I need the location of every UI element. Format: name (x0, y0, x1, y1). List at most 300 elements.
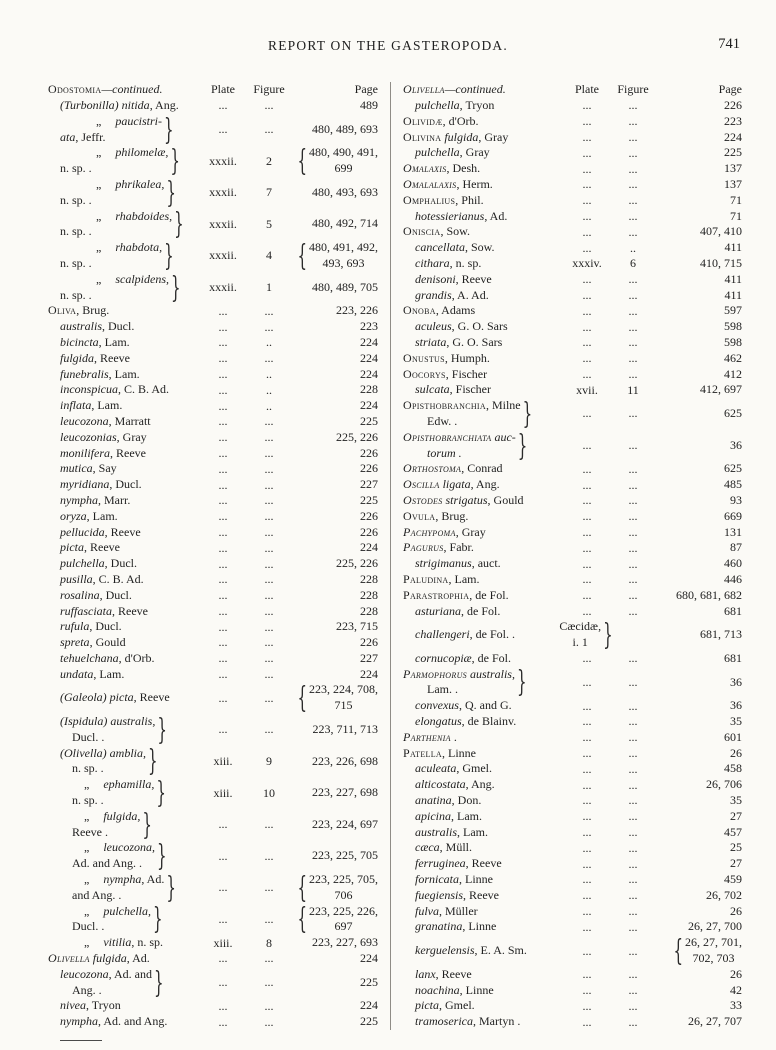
name-line (403, 161, 480, 177)
page-cell (654, 288, 742, 304)
name-segment: Paludina (403, 571, 449, 586)
name-cell (48, 351, 198, 367)
name-segment: , d'Orb. (442, 113, 479, 128)
name-cell (48, 430, 198, 446)
name-cell (48, 382, 198, 398)
index-row (403, 130, 742, 146)
name-cell (48, 951, 198, 967)
plate-cell: xiii. (213, 935, 233, 950)
index-row (403, 856, 742, 872)
figure-cell: ... (264, 414, 274, 429)
figure-cell: ... (264, 619, 274, 634)
figure-cell: ... (628, 746, 638, 761)
page-cell (654, 777, 742, 793)
page-line: 26, 27, 701, (685, 935, 742, 950)
page-line: 224 (360, 998, 378, 1013)
page-cell (654, 556, 742, 572)
name-cell (403, 114, 562, 130)
page-line: 459 (724, 872, 742, 887)
name-segment: challengeri (415, 627, 470, 642)
page-line: 681 (724, 650, 742, 665)
name-line (403, 114, 478, 130)
page-lines (309, 145, 378, 177)
page-cell (654, 998, 742, 1014)
name-cell (403, 382, 562, 398)
name-segment: Olividæ (403, 113, 443, 128)
name-cell (403, 888, 562, 904)
page-line: 27 (730, 808, 742, 823)
page-cell (290, 477, 378, 493)
plate-cell: ... (218, 461, 228, 476)
name-segment: fulva (415, 903, 439, 918)
page-cell (654, 509, 742, 525)
plate-cell: ... (218, 619, 228, 634)
page-line: 226 (360, 508, 378, 523)
brace-glyph: { (297, 144, 307, 179)
page-line: 87 (730, 540, 742, 555)
page-lines (360, 509, 378, 525)
name-segment: cancellata (415, 240, 465, 255)
figure-cell: ... (264, 540, 274, 555)
name-lines (403, 193, 484, 209)
plate-cell: ... (218, 524, 228, 539)
page-cell (290, 935, 378, 951)
plate-cell: ... (582, 793, 592, 808)
page-cell (290, 414, 378, 430)
name-cell (403, 145, 562, 161)
index-row (48, 714, 378, 746)
name-segment: , Linne (459, 872, 493, 887)
figure-cell: ... (264, 98, 274, 113)
name-lines (48, 904, 151, 936)
name-segment: hotessierianus (415, 208, 485, 223)
plate-cell: ... (582, 461, 592, 476)
page-lines (724, 825, 742, 841)
name-lines (403, 730, 457, 746)
name-segment: , Gmel. (439, 998, 475, 1013)
name-line (403, 872, 493, 888)
name-segment: , de Fol. (461, 603, 501, 618)
page-cell (290, 122, 378, 138)
plate-cell: ... (582, 840, 592, 855)
index-row (48, 430, 378, 446)
name-line (48, 604, 148, 620)
name-segment: kerguelensis (415, 943, 475, 958)
page-lines (724, 303, 742, 319)
name-segment: , de Fol. . (469, 627, 515, 642)
name-segment: (Olivella) amblia, (60, 745, 146, 760)
name-segment: , Ad. (126, 951, 150, 966)
name-cell (48, 935, 198, 951)
name-segment: , Ducl. (109, 477, 142, 492)
brace-glyph: } (517, 428, 528, 463)
name-segment: , Lam. (451, 808, 482, 823)
name-segment: , Q. and G. (458, 698, 512, 713)
figure-cell: ... (628, 904, 638, 919)
page-lines (730, 746, 742, 762)
name-segment: , Sow. (440, 224, 470, 239)
name-line (48, 856, 155, 872)
page-cell (654, 935, 742, 967)
page-lines (700, 224, 742, 240)
name-segment: , Lam. (86, 508, 118, 523)
name-segment: scalpidens, (115, 271, 169, 286)
name-segment: „ (96, 271, 102, 286)
figure-cell: .. (266, 335, 272, 350)
page-lines (724, 604, 742, 620)
page-cell (654, 209, 742, 225)
page-lines (724, 572, 742, 588)
name-line (403, 714, 516, 730)
name-line (48, 461, 117, 477)
name-line (48, 998, 121, 1014)
name-cell (403, 714, 562, 730)
index-row (48, 414, 378, 430)
figure-cell: ... (264, 509, 274, 524)
index-row (48, 98, 378, 114)
index-row (403, 698, 742, 714)
name-line (48, 919, 151, 935)
name-line (48, 714, 155, 730)
name-segment: , Ang. (149, 98, 179, 112)
name-line (403, 627, 515, 643)
page-cell (290, 351, 378, 367)
name-line (403, 793, 481, 809)
plate-cell: ... (218, 477, 228, 492)
page-cell (290, 951, 378, 967)
page-line: 715 (334, 698, 353, 713)
name-segment: granatina (415, 919, 463, 934)
page-line: 228 (360, 382, 378, 397)
name-lines (48, 872, 164, 904)
index-row (48, 272, 378, 304)
name-cell (403, 177, 562, 193)
name-cell (48, 635, 198, 651)
page-lines (360, 446, 378, 462)
figure-cell: ... (628, 145, 638, 160)
plate-cell (559, 617, 613, 653)
page-lines (730, 209, 742, 225)
name-line (48, 177, 164, 193)
page-lines (312, 785, 378, 801)
page-lines (730, 714, 742, 730)
name-segment: , Gray (459, 145, 490, 160)
name-segment: „ (84, 903, 90, 918)
index-row (48, 525, 378, 541)
name-lines (48, 430, 147, 446)
plate-cell: ... (218, 651, 228, 666)
page-lines (685, 935, 742, 967)
name-segment: , A. Ad. (451, 287, 489, 302)
page-cell (290, 303, 378, 319)
name-segment: australis (60, 319, 103, 334)
name-line (48, 983, 152, 999)
page-lines (724, 461, 742, 477)
page-lines (730, 809, 742, 825)
index-row (403, 382, 742, 398)
name-cell (403, 667, 562, 699)
page-cell (654, 240, 742, 256)
page-line: 480, 489, 705 (312, 279, 378, 294)
name-cell (403, 967, 562, 983)
plate-cell: xvii. (576, 382, 598, 397)
figure-cell: 9 (266, 753, 272, 768)
name-segment: , Say (92, 461, 117, 476)
name-cell (403, 904, 562, 920)
name-lines (403, 288, 489, 304)
name-segment: Ostodes (403, 492, 443, 507)
page-cell (654, 675, 742, 691)
plate-cell: xxxiv. (572, 256, 602, 271)
name-segment: fulgida, (103, 808, 141, 823)
page-line: 223 (724, 113, 742, 128)
name-segment: , d'Orb. (118, 650, 155, 665)
name-segment: , de Fol. (471, 650, 512, 665)
plate-cell: ... (582, 240, 592, 255)
page-cell (654, 714, 742, 730)
name-line (403, 809, 482, 825)
index-row (48, 588, 378, 604)
figure-cell: ... (264, 911, 274, 926)
name-segment: pulchella (415, 98, 460, 112)
name-cell (48, 114, 198, 146)
name-cell (48, 967, 198, 999)
name-line (403, 540, 474, 556)
page-line: 224 (360, 951, 378, 966)
index-row (48, 461, 378, 477)
name-line (403, 461, 503, 477)
name-line (48, 825, 140, 841)
name-segment: picta (415, 998, 439, 1013)
name-segment: , Lam. (108, 366, 140, 381)
name-segment: mutica (60, 461, 93, 476)
figure-cell: ... (628, 540, 638, 555)
brace-glyph: } (171, 270, 181, 305)
name-lines (48, 540, 120, 556)
name-lines (48, 98, 179, 114)
page-lines (724, 525, 742, 541)
page-line: 223, 225, 226, (309, 903, 378, 918)
figure-cell: ... (264, 556, 274, 571)
figure-cell: ... (628, 603, 638, 618)
index-row (403, 493, 742, 509)
index-row (403, 904, 742, 920)
name-segment: asturiana (415, 603, 462, 618)
page-line: 493, 693 (322, 255, 365, 270)
page-line: 224 (360, 334, 378, 349)
page-lines (730, 840, 742, 856)
figure-cell: 5 (266, 216, 272, 231)
page-lines (700, 627, 742, 643)
name-line (403, 651, 511, 667)
name-segment: rosalina (60, 587, 100, 602)
plate-cell: ... (582, 777, 592, 792)
name-segment: „ (84, 840, 90, 855)
name-segment: , Lam. (98, 334, 130, 349)
plate-cell: ... (218, 998, 228, 1013)
name-segment: Pagurus (403, 540, 444, 555)
page-lines (724, 272, 742, 288)
index-row (403, 193, 742, 209)
name-segment: , Marr. (98, 492, 131, 507)
name-segment: Opisthobranchiata (403, 429, 492, 444)
name-segment: australis (415, 824, 458, 839)
page-line: 131 (724, 524, 742, 539)
page-cell (290, 975, 378, 991)
page-column-label: Page (354, 82, 378, 96)
page-cell (290, 619, 378, 635)
plate-cell: ... (582, 509, 592, 524)
page-cell (654, 746, 742, 762)
name-lines (403, 540, 474, 556)
name-line (403, 604, 500, 620)
name-cell (48, 540, 198, 556)
name-cell (48, 414, 198, 430)
plate-cell: ... (218, 98, 228, 113)
name-segment: inconspicua (60, 382, 118, 397)
name-cell (48, 509, 198, 525)
page-lines (312, 280, 378, 296)
plate-cell: ... (582, 366, 592, 381)
name-lines (403, 209, 507, 225)
index-row (403, 477, 742, 493)
page-cell (290, 588, 378, 604)
name-line (403, 493, 524, 509)
name-line (48, 446, 146, 462)
name-lines (403, 382, 491, 398)
brace-glyph: } (152, 902, 163, 937)
index-row (403, 667, 742, 699)
page-lines (360, 461, 378, 477)
name-segment: , Brug. (435, 508, 469, 523)
name-segment: , Müll. (439, 840, 472, 855)
index-row (403, 319, 742, 335)
page-line: 36 (730, 674, 742, 689)
index-row (403, 224, 742, 240)
name-cell (48, 572, 198, 588)
name-line (403, 943, 527, 959)
name-line (48, 967, 152, 983)
figure-cell: .. (266, 366, 272, 381)
index-row (403, 967, 742, 983)
page-line: 223, 225, 705 (312, 848, 378, 863)
page-lines (360, 351, 378, 367)
page-line: 228 (360, 587, 378, 602)
name-lines (403, 872, 493, 888)
name-segment: , Ducl. (102, 319, 135, 334)
name-cell (48, 240, 198, 272)
name-lines (48, 556, 137, 572)
page-lines (730, 438, 742, 454)
name-segment: , Don. (451, 793, 482, 808)
index-row (403, 619, 742, 651)
page-cell (654, 919, 742, 935)
plate-cell: ... (218, 509, 228, 524)
page-cell (654, 367, 742, 383)
name-segment: funebralis (60, 366, 109, 381)
name-lines (403, 627, 515, 643)
name-line (403, 983, 494, 999)
name-segment: Olivina (403, 129, 442, 144)
page-lines (360, 335, 378, 351)
plate-cell: ... (218, 540, 228, 555)
page-cell (290, 540, 378, 556)
name-cell (403, 130, 562, 146)
index-row (403, 461, 742, 477)
page-lines (724, 730, 742, 746)
name-lines (403, 145, 490, 161)
index-row (48, 572, 378, 588)
figure-cell: ... (628, 698, 638, 713)
name-lines (403, 556, 501, 572)
name-line (48, 161, 168, 177)
figure-cell: ... (628, 351, 638, 366)
index-row (48, 619, 378, 635)
name-cell (403, 1014, 562, 1030)
name-line (403, 888, 499, 904)
page-line: 411 (724, 271, 742, 286)
figure-cell: ... (628, 674, 638, 689)
name-cell (403, 540, 562, 556)
plate-cell: ... (582, 856, 592, 871)
name-line (48, 651, 154, 667)
name-segment: „ (84, 935, 90, 950)
name-segment: , Reeve (110, 445, 146, 460)
name-segment: „ (96, 113, 102, 128)
name-lines (48, 303, 109, 319)
name-line (48, 951, 150, 967)
page-line: 228 (360, 603, 378, 618)
figure-cell: 4 (266, 248, 272, 263)
name-lines (48, 840, 155, 872)
name-lines (48, 690, 170, 706)
page-lines (724, 145, 742, 161)
name-line (48, 572, 144, 588)
brace-glyph: } (156, 775, 166, 811)
name-line (48, 746, 146, 762)
index-row (403, 556, 742, 572)
name-lines (403, 177, 493, 193)
figure-cell: ... (264, 461, 274, 476)
index-row (403, 256, 742, 272)
name-segment: striata (415, 334, 447, 349)
name-cell (403, 919, 562, 935)
index-row (48, 114, 378, 146)
name-line (403, 177, 493, 193)
name-segment: Parastrophia (403, 587, 470, 602)
plate-lines (559, 619, 601, 651)
plate-cell: ... (218, 351, 228, 366)
brace-glyph: } (166, 175, 176, 210)
figure-cell: ... (264, 603, 274, 618)
index-row (48, 509, 378, 525)
page-lines (724, 319, 742, 335)
name-segment: grandis (415, 287, 452, 302)
name-segment: , Desh. (446, 161, 481, 176)
index-row (48, 809, 378, 841)
page-line: 223, 711, 713 (312, 721, 378, 736)
page-cell (654, 983, 742, 999)
page-cell (290, 785, 378, 801)
name-cell (48, 525, 198, 541)
name-cell (403, 193, 562, 209)
page-lines (312, 935, 378, 951)
name-line (48, 335, 130, 351)
page-lines (360, 477, 378, 493)
figure-cell: ... (264, 524, 274, 539)
index-row (403, 240, 742, 256)
page-line: 411 (724, 287, 742, 302)
